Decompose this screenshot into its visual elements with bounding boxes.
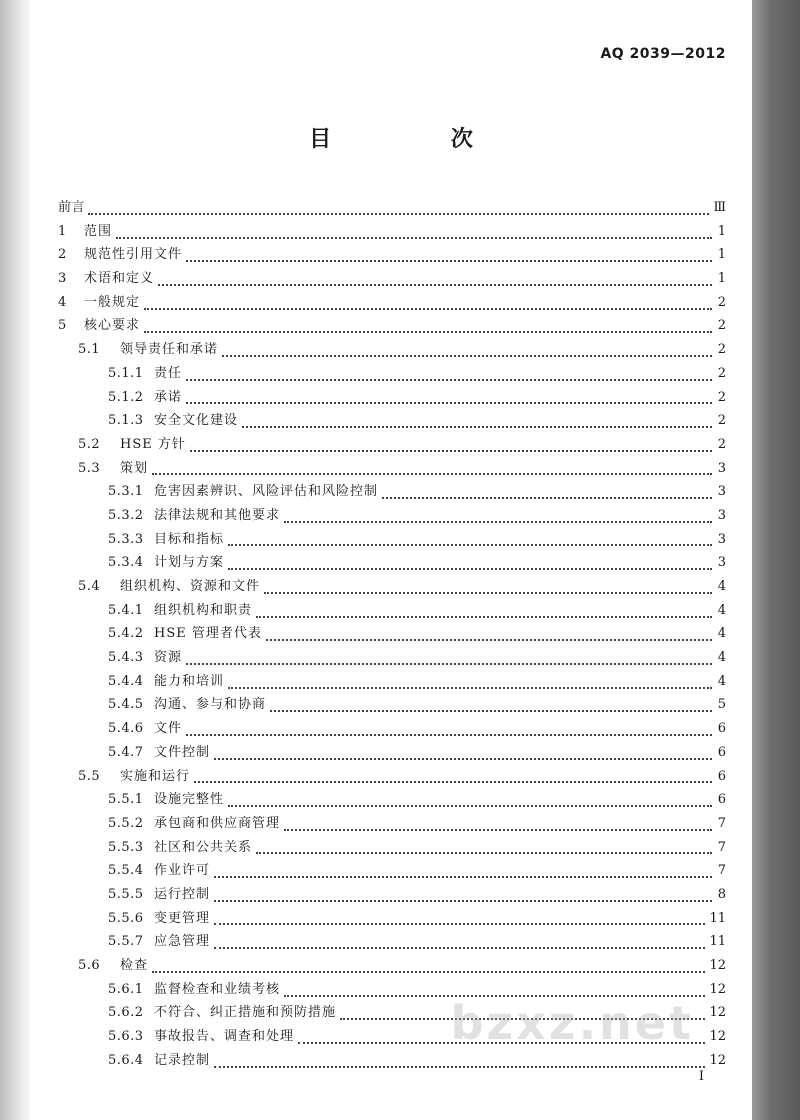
toc-dot-leader <box>214 758 712 760</box>
toc-entry-number: 5.1 <box>78 342 101 358</box>
scan-left-margin <box>0 0 30 1120</box>
toc-entry-number: 5.6.4 <box>108 1052 144 1068</box>
toc-entry[interactable] <box>58 435 726 459</box>
toc-entry-number: 5.4.2 <box>108 626 144 642</box>
toc-entry-page: 4 <box>717 626 726 642</box>
toc-dot-leader <box>194 781 712 783</box>
toc-entry-title: 作业许可 <box>154 863 211 879</box>
toc-entry-page: 1 <box>717 271 726 287</box>
toc-entry-number: 5.3.3 <box>108 531 144 547</box>
toc-dot-leader <box>186 379 712 381</box>
toc-dot-leader <box>88 213 709 215</box>
toc-entry-number: 5.6 <box>78 958 101 973</box>
toc-entry[interactable] <box>58 269 726 293</box>
toc-dot-leader <box>228 805 712 807</box>
toc-entry-page: 2 <box>717 389 726 405</box>
toc-entry[interactable] <box>58 624 726 648</box>
toc-entry-page: 7 <box>717 839 726 855</box>
toc-entry[interactable] <box>58 482 726 506</box>
toc-dot-leader <box>264 592 712 594</box>
toc-entry-number: 5.4.7 <box>108 744 144 760</box>
page-number: I <box>698 1069 704 1084</box>
toc-entry-page: 8 <box>717 886 726 902</box>
toc-entry-page: 11 <box>709 934 726 950</box>
toc-entry[interactable] <box>58 388 726 412</box>
toc-entry-number: 5.5 <box>78 768 101 784</box>
toc-dot-leader <box>144 331 712 333</box>
toc-entry-page: 2 <box>717 413 726 429</box>
toc-entry-number: 3 <box>58 271 67 287</box>
toc-entry[interactable] <box>58 316 726 340</box>
toc-entry-number: 5.5.1 <box>108 792 144 808</box>
toc-entry[interactable] <box>58 245 726 269</box>
toc-entry-title: 变更管理 <box>154 910 211 926</box>
toc-dot-leader <box>186 663 712 665</box>
toc-dot-leader <box>190 450 712 452</box>
toc-entry[interactable] <box>58 767 726 791</box>
toc-entry-page: 3 <box>717 460 726 476</box>
toc-dot-leader <box>284 829 712 831</box>
toc-entry-page: 1 <box>717 223 726 239</box>
toc-entry-title: 应急管理 <box>154 934 211 950</box>
toc-dot-leader <box>222 355 712 357</box>
toc-entry-number: 5 <box>58 318 67 334</box>
toc-dot-leader <box>256 852 712 854</box>
toc-entry[interactable] <box>58 222 726 246</box>
toc-entry-title: 社区和公共关系 <box>154 839 253 855</box>
toc-dot-leader <box>270 710 712 712</box>
toc-dot-leader <box>228 544 712 546</box>
toc-entry-title: 法律法规和其他要求 <box>154 507 281 523</box>
toc-dot-leader <box>214 947 705 949</box>
toc-entry-number: 5.1.1 <box>108 365 144 381</box>
toc-entry-number: 2 <box>58 247 67 263</box>
toc-entry-number: 5.5.6 <box>108 910 144 926</box>
toc-entry-title: 安全文化建设 <box>154 413 239 429</box>
toc-entry-title: 文件控制 <box>154 744 211 760</box>
toc-entry[interactable] <box>58 364 726 388</box>
toc-entry-title: 资源 <box>154 650 183 666</box>
toc-entry-page: 3 <box>717 531 726 547</box>
toc-entry-title: 危害因素辨识、风险评估和风险控制 <box>154 484 379 500</box>
toc-dot-leader <box>186 260 712 262</box>
toc-entry-page: 12 <box>709 1029 726 1045</box>
toc-entry[interactable] <box>58 198 726 222</box>
toc-entry-title: 文件 <box>154 721 183 737</box>
toc-entry-number: 5.4 <box>78 579 101 594</box>
toc-entry-number: 5.2 <box>78 436 101 452</box>
toc-entry-number: 5.5.3 <box>108 839 144 855</box>
toc-entry-number: 5.4.6 <box>108 721 144 737</box>
toc-entry-title: 术语和定义 <box>84 271 155 287</box>
toc-entry-title: 承诺 <box>154 389 183 405</box>
toc-entry-title: 记录控制 <box>154 1052 211 1068</box>
toc-entry[interactable] <box>58 743 726 767</box>
toc-entry-title: 范围 <box>84 223 113 239</box>
toc-entry-page: 4 <box>717 673 726 689</box>
toc-entry-number: 5.5.4 <box>108 863 144 879</box>
toc-dot-leader <box>144 308 712 310</box>
toc-entry-number: 5.3.4 <box>108 555 144 571</box>
toc-entry-number: 1 <box>58 223 67 239</box>
toc-entry-page: 3 <box>717 507 726 523</box>
toc-entry[interactable] <box>58 530 726 554</box>
toc-dot-leader <box>214 876 712 878</box>
toc-entry-page: Ⅲ <box>713 200 726 215</box>
toc-dot-leader <box>214 923 705 925</box>
toc-dot-leader <box>382 497 712 499</box>
toc-dot-leader <box>214 900 712 902</box>
toc-dot-leader <box>256 616 712 618</box>
toc-entry-title: 一般规定 <box>84 294 141 310</box>
toc-entry-number: 5.4.3 <box>108 650 144 666</box>
toc-entry-page: 6 <box>717 792 726 808</box>
toc-entry[interactable] <box>58 790 726 814</box>
toc-entry-title: 计划与方案 <box>154 555 225 571</box>
toc-entry-title: 组织机构和职责 <box>154 602 253 618</box>
toc-entry-title: 规范性引用文件 <box>84 247 183 263</box>
toc-entry-title: 组织机构、资源和文件 <box>120 579 261 594</box>
scan-right-margin <box>752 0 800 1120</box>
toc-entry[interactable] <box>58 459 726 483</box>
toc-dot-leader <box>152 473 712 475</box>
toc-entry[interactable] <box>58 814 726 838</box>
toc-entry-number: 5.1.3 <box>108 413 144 429</box>
toc-entry-page: 3 <box>717 555 726 571</box>
toc-entry-page: 1 <box>717 247 726 263</box>
toc-entry[interactable] <box>58 506 726 530</box>
toc-entry[interactable] <box>58 411 726 435</box>
toc-entry-page: 2 <box>717 365 726 381</box>
toc-entry-title: 承包商和供应商管理 <box>154 815 281 831</box>
toc-dot-leader <box>266 639 712 641</box>
toc-entry-page: 4 <box>717 579 726 594</box>
toc-entry-title: 目标和指标 <box>154 531 225 547</box>
toc-entry-page: 12 <box>709 1005 726 1021</box>
toc-entry[interactable] <box>58 553 726 577</box>
toc-entry-number: 5.1.2 <box>108 389 144 405</box>
toc-dot-leader <box>158 284 712 286</box>
toc-entry-page: 12 <box>709 1052 726 1068</box>
toc-dot-leader <box>228 568 712 570</box>
toc-entry-number: 5.3.2 <box>108 507 144 523</box>
toc-dot-leader <box>242 426 712 428</box>
toc-entry-page: 6 <box>717 744 726 760</box>
toc-entry[interactable] <box>58 1051 726 1075</box>
toc-entry-title: 运行控制 <box>154 886 211 902</box>
toc-title: 目 次 <box>309 126 529 152</box>
toc-entry-number: 5.5.2 <box>108 815 144 831</box>
toc-entry-number: 5.4.4 <box>108 673 144 689</box>
toc-entry-page: 6 <box>717 768 726 784</box>
toc-dot-leader <box>214 1066 705 1068</box>
toc-entry-title: 实施和运行 <box>120 768 191 784</box>
toc-entry-number: 5.5.5 <box>108 886 144 902</box>
toc-entry-page: 4 <box>717 602 726 618</box>
toc-entry-page: 2 <box>717 436 726 452</box>
document-page <box>30 0 752 1120</box>
toc-entry[interactable] <box>58 861 726 885</box>
toc-dot-leader <box>228 687 712 689</box>
toc-entry-number: 5.4.5 <box>108 697 144 713</box>
toc-entry-number: 5.5.7 <box>108 934 144 950</box>
toc-entry-page: 7 <box>717 863 726 879</box>
toc-entry-title: 检查 <box>120 958 149 973</box>
toc-entry-number: 4 <box>58 294 67 310</box>
toc-entry[interactable] <box>58 932 726 956</box>
toc-dot-leader <box>152 971 705 973</box>
toc-entry-page: 3 <box>717 484 726 500</box>
toc-list <box>58 198 726 1074</box>
toc-entry-page: 12 <box>709 958 726 973</box>
toc-entry-title: HSE 管理者代表 <box>154 626 262 642</box>
toc-entry-title: 设施完整性 <box>154 792 225 808</box>
toc-entry-page: 2 <box>717 342 726 358</box>
document-id: AQ 2039—2012 <box>600 46 726 62</box>
toc-entry-page: 5 <box>717 697 726 713</box>
toc-entry-title: 核心要求 <box>84 318 141 334</box>
toc-dot-leader <box>116 237 712 239</box>
toc-entry-title: 事故报告、调查和处理 <box>154 1029 295 1045</box>
toc-dot-leader <box>284 521 712 523</box>
toc-entry-page: 4 <box>717 650 726 666</box>
toc-dot-leader <box>186 402 712 404</box>
toc-entry-title: 沟通、参与和协商 <box>154 697 267 713</box>
toc-entry-number: 5.6.3 <box>108 1029 144 1045</box>
toc-entry-title: 领导责任和承诺 <box>120 342 219 358</box>
toc-entry-page: 11 <box>709 910 726 926</box>
toc-entry-number: 前言 <box>58 200 86 215</box>
toc-entry-title: HSE 方针 <box>120 436 186 452</box>
toc-entry-title: 不符合、纠正措施和预防措施 <box>154 1005 337 1021</box>
toc-entry[interactable] <box>58 885 726 909</box>
toc-entry-number: 5.3.1 <box>108 484 144 500</box>
toc-entry[interactable] <box>58 719 726 743</box>
toc-entry[interactable] <box>58 601 726 625</box>
toc-entry-number: 5.6.2 <box>108 1005 144 1021</box>
watermark: bzxz.net <box>450 996 694 1050</box>
toc-entry-title: 策划 <box>120 460 149 476</box>
toc-entry[interactable] <box>58 340 726 364</box>
toc-entry-number: 5.6.1 <box>108 981 144 997</box>
toc-entry-title: 监督检查和业绩考核 <box>154 981 281 997</box>
toc-entry[interactable] <box>58 695 726 719</box>
toc-entry[interactable] <box>58 672 726 696</box>
toc-entry[interactable] <box>58 956 726 980</box>
toc-entry[interactable] <box>58 648 726 672</box>
toc-entry-number: 5.3 <box>78 460 101 476</box>
toc-entry[interactable] <box>58 577 726 601</box>
toc-entry[interactable] <box>58 293 726 317</box>
toc-entry-number: 5.4.1 <box>108 602 144 618</box>
toc-entry-page: 2 <box>717 294 726 310</box>
toc-entry-title: 责任 <box>154 365 183 381</box>
toc-entry-page: 2 <box>717 318 726 334</box>
toc-entry[interactable] <box>58 838 726 862</box>
toc-entry-page: 6 <box>717 721 726 737</box>
toc-entry[interactable] <box>58 909 726 933</box>
toc-dot-leader <box>186 734 712 736</box>
toc-entry-page: 12 <box>709 981 726 997</box>
toc-entry-title: 能力和培训 <box>154 673 225 689</box>
toc-entry-page: 7 <box>717 815 726 831</box>
